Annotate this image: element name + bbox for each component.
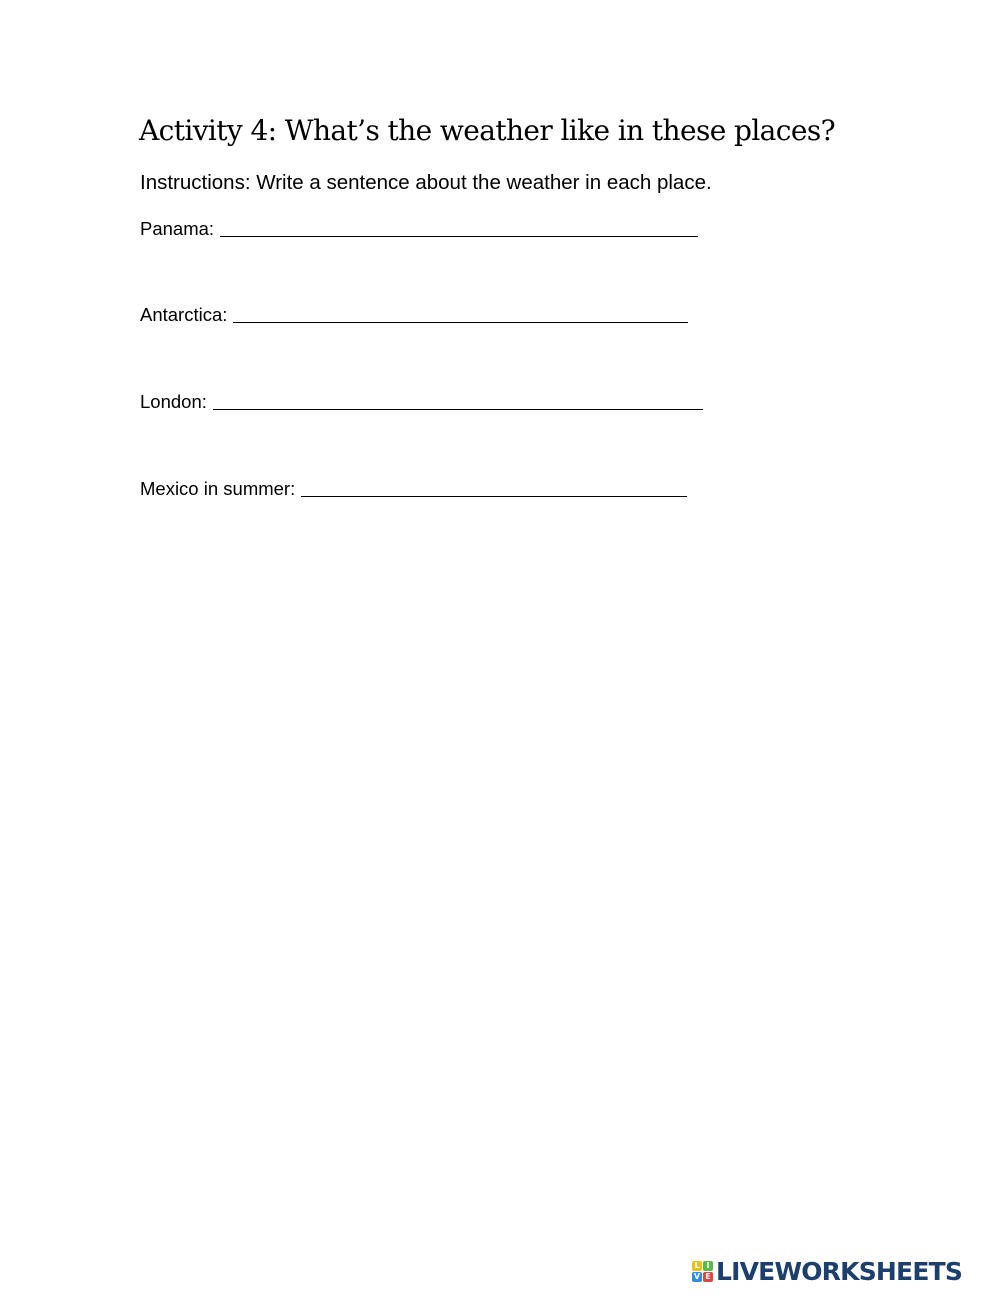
question-mexico-in-summer <box>140 470 687 500</box>
logo-tile-l: L <box>692 1261 702 1271</box>
answer-line-panama[interactable] <box>220 235 698 237</box>
question-label: Panama: <box>140 218 215 239</box>
question-london <box>140 383 703 413</box>
logo-tile-v: V <box>693 1271 701 1281</box>
logo-tile-i: I <box>703 1261 713 1271</box>
activity-title: Activity 4: What’s the weather like in these places? <box>139 114 835 147</box>
answer-line-antarctica[interactable] <box>233 321 688 323</box>
liveworksheets-logo-icon <box>692 1261 713 1282</box>
question-panama <box>140 210 698 240</box>
question-label: London: <box>140 391 207 412</box>
answer-line-london[interactable] <box>213 408 703 410</box>
question-antarctica <box>140 296 688 326</box>
liveworksheets-brand <box>692 1256 962 1286</box>
logo-tile-e: E <box>703 1272 713 1282</box>
question-label: Antarctica: <box>140 304 228 325</box>
question-label: Mexico in summer: <box>140 478 296 499</box>
answer-line-mexico-in-summer[interactable] <box>301 495 687 497</box>
brand-name: LIVEWORKSHEETS <box>716 1256 963 1286</box>
instructions-text: Instructions: Write a sentence about the weather in each place. <box>140 171 712 194</box>
